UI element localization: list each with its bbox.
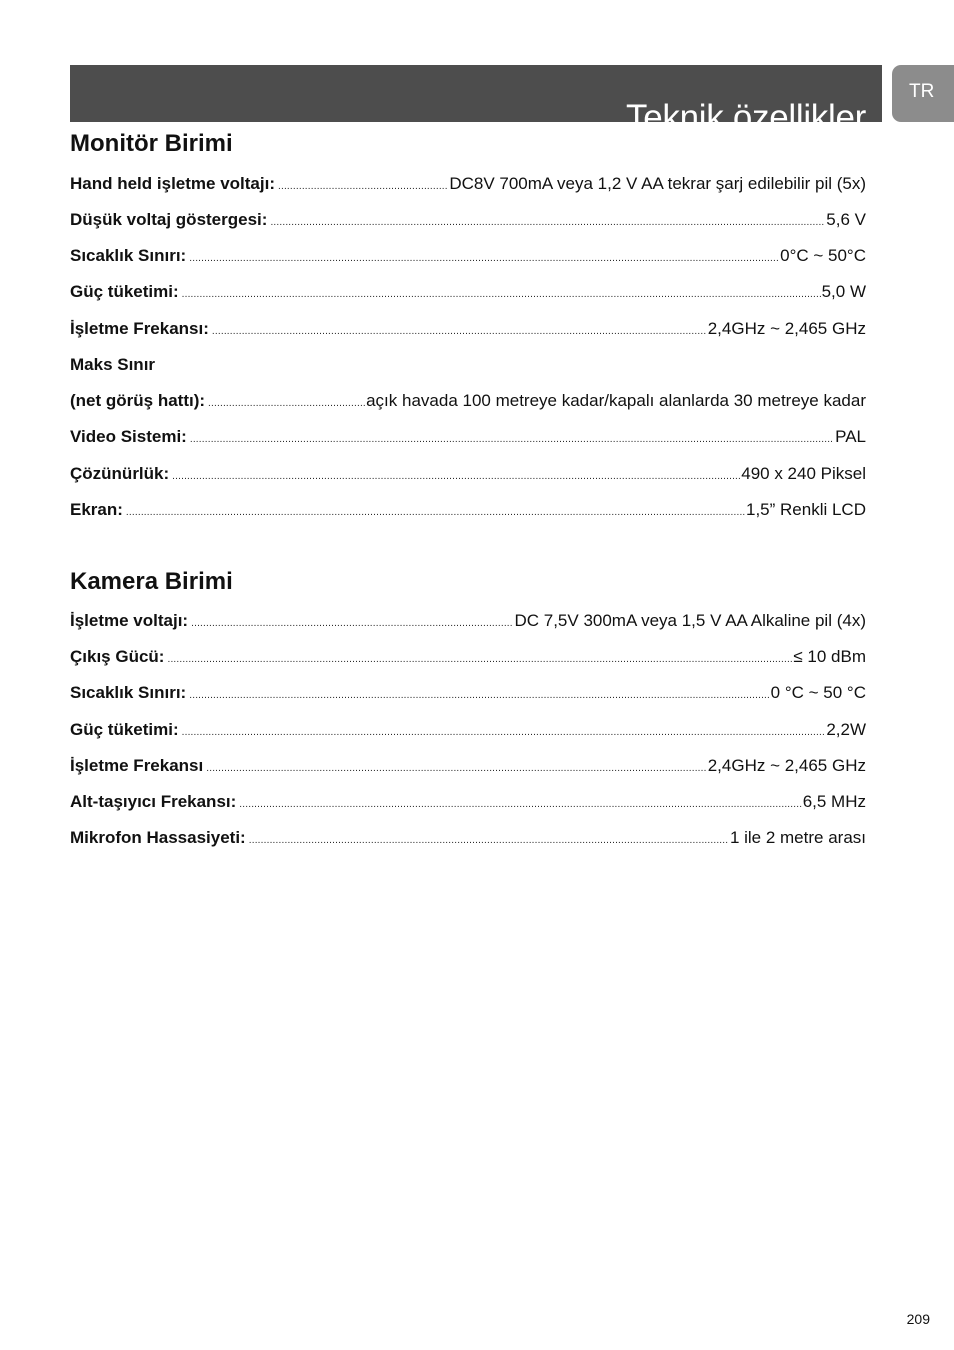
spec-value: 0 °C ~ 50 °C xyxy=(770,683,866,702)
spec-row-power-consumption xyxy=(70,280,866,304)
spec-label: İşletme Frekansı: xyxy=(70,319,209,338)
page-title: Teknik özellikler xyxy=(626,98,866,138)
spec-value: 1,5” Renkli LCD xyxy=(746,500,866,519)
spec-label: Alt-taşıyıcı Frekansı: xyxy=(70,792,237,811)
spec-value: 5,6 V xyxy=(826,210,866,229)
camera-unit-heading: Kamera Birimi xyxy=(70,568,233,595)
spec-row-camera-power-consumption xyxy=(70,718,866,742)
dot-leader xyxy=(189,247,779,271)
spec-label: (net görüş hattı): xyxy=(70,391,206,410)
spec-value: 490 x 240 Piksel xyxy=(741,464,866,483)
spec-value: 2,4GHz ~ 2,465 GHz xyxy=(707,319,866,338)
dot-leader xyxy=(182,283,821,307)
spec-label: Hand held işletme voltajı: xyxy=(70,174,275,193)
dot-leader xyxy=(189,684,769,708)
spec-label: Güç tüketimi: xyxy=(70,720,179,739)
spec-label: Mikrofon Hassasiyeti: xyxy=(70,828,246,847)
monitor-unit-heading: Monitör Birimi xyxy=(70,130,233,157)
dot-leader xyxy=(208,392,365,416)
dot-leader xyxy=(249,829,729,853)
language-tab xyxy=(892,65,954,122)
dot-leader xyxy=(126,501,745,525)
spec-row-subcarrier-frequency xyxy=(70,790,866,814)
spec-row-max-range-heading xyxy=(70,353,866,377)
spec-row-line-of-sight xyxy=(70,389,866,413)
spec-value: PAL xyxy=(835,427,866,446)
spec-value: DC 7,5V 300mA veya 1,5 V AA Alkaline pil (4x) xyxy=(514,611,866,630)
spec-value: ≤ 10 dBm xyxy=(793,647,866,666)
spec-row-microphone-sensitivity xyxy=(70,826,866,850)
spec-value: 2,2W xyxy=(826,720,866,739)
spec-label: İşletme voltajı: xyxy=(70,611,189,630)
spec-value: 2,4GHz ~ 2,465 GHz xyxy=(707,756,866,775)
dot-leader xyxy=(167,648,792,672)
dot-leader xyxy=(182,721,826,745)
dot-leader xyxy=(239,793,801,817)
spec-label: Çözünürlük: xyxy=(70,464,170,483)
spec-row-camera-temperature-range xyxy=(70,681,866,705)
spec-label: Sıcaklık Sınırı: xyxy=(70,246,187,265)
dot-leader xyxy=(278,175,448,199)
spec-row-operating-frequency xyxy=(70,317,866,341)
spec-value: 1 ile 2 metre arası xyxy=(729,828,866,847)
spec-value: 5,0 W xyxy=(821,282,866,301)
dot-leader xyxy=(190,428,834,452)
spec-row-video-system xyxy=(70,425,866,449)
spec-label: Video Sistemi: xyxy=(70,427,187,446)
spec-label: Maks Sınır xyxy=(70,355,156,374)
dot-leader xyxy=(172,465,740,489)
dot-leader xyxy=(270,211,825,235)
spec-value: 0°C ~ 50°C xyxy=(780,246,866,265)
dot-leader xyxy=(191,612,513,636)
spec-value: 6,5 MHz xyxy=(802,792,866,811)
spec-row-screen xyxy=(70,498,866,522)
title-bar xyxy=(70,65,882,138)
spec-row-temperature-range xyxy=(70,244,866,268)
spec-value: açık havada 100 metreye kadar/kapalı alanlarda 30 metreye kadar xyxy=(366,391,866,410)
page-number: 209 xyxy=(906,1311,930,1327)
spec-label: Sıcaklık Sınırı: xyxy=(70,683,187,702)
spec-row-resolution xyxy=(70,462,866,486)
spec-row-camera-operating-frequency xyxy=(70,754,866,778)
spec-label: İşletme Frekansı xyxy=(70,756,204,775)
spec-label: Ekran: xyxy=(70,500,123,519)
dot-leader xyxy=(212,320,707,344)
spec-label: Çıkış Gücü: xyxy=(70,647,165,666)
spec-value: DC8V 700mA veya 1,2 V AA tekrar şarj edilebilir pil (5x) xyxy=(449,174,866,193)
spec-row-handheld-voltage xyxy=(70,172,866,196)
spec-label: Düşük voltaj göstergesi: xyxy=(70,210,268,229)
spec-row-output-power xyxy=(70,645,866,669)
dot-leader xyxy=(206,757,706,781)
spec-label: Güç tüketimi: xyxy=(70,282,179,301)
language-code: TR xyxy=(909,81,935,102)
spec-row-operating-voltage xyxy=(70,609,866,633)
spec-row-low-voltage-indicator xyxy=(70,208,866,232)
